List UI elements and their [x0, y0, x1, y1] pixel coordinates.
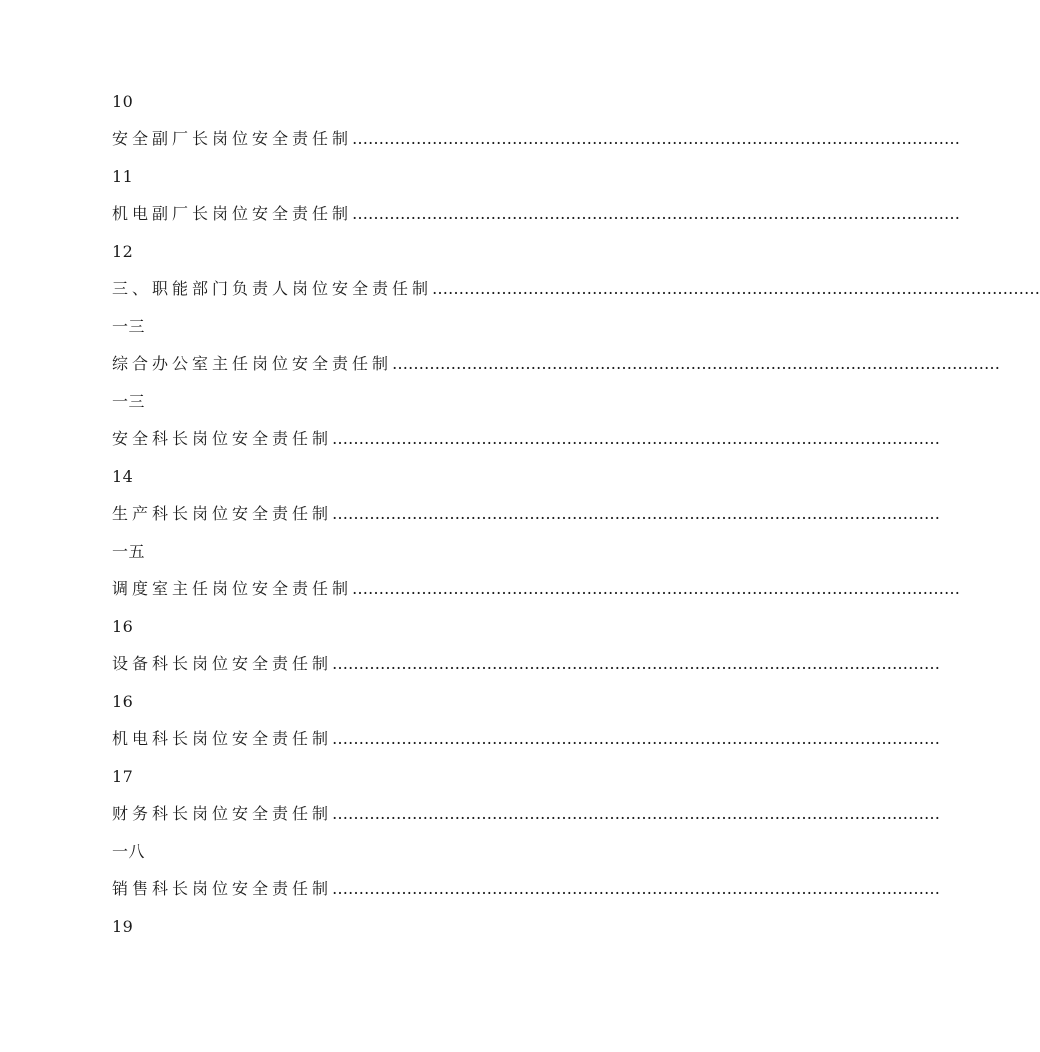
toc-dot-leader: ……………………………………………………………………………………………………	[352, 129, 961, 148]
toc-entry-title: 财务科长岗位安全责任制	[112, 804, 333, 823]
toc-entry	[112, 200, 961, 275]
toc-entry-title: 生产科长岗位安全责任制	[112, 504, 333, 523]
toc-dot-leader: ……………………………………………………………………………………………………	[352, 579, 961, 598]
toc-page-number: 17	[112, 767, 134, 786]
toc-dot-leader: ……………………………………………………………………………………………………	[332, 729, 941, 748]
toc-entry-title: 三、职能部门负责人岗位安全责任制	[112, 279, 433, 298]
toc-entry	[112, 800, 941, 875]
toc-entry	[112, 275, 1040, 350]
toc-entry	[112, 575, 961, 650]
toc-entry-title: 调度室主任岗位安全责任制	[112, 579, 353, 598]
toc-entry	[112, 500, 941, 575]
toc-dot-leader: ……………………………………………………………………………………………………	[332, 804, 941, 823]
toc-dot-leader: ……………………………………………………………………………………………………	[352, 204, 961, 223]
toc-page-number: 10	[112, 92, 134, 111]
toc-entry-title: 安全科长岗位安全责任制	[112, 429, 333, 448]
toc-entry-title: 安全副厂长岗位安全责任制	[112, 129, 353, 148]
toc-entry-title: 机电副厂长岗位安全责任制	[112, 204, 353, 223]
table-of-contents	[112, 88, 1040, 950]
toc-entry	[112, 875, 941, 950]
toc-page-number: 12	[112, 242, 134, 261]
toc-dot-leader: ……………………………………………………………………………………………………	[432, 279, 1040, 298]
toc-entry	[112, 425, 941, 500]
toc-entry	[112, 650, 941, 725]
toc-page-number: 16	[112, 692, 134, 711]
toc-dot-leader: ……………………………………………………………………………………………………	[332, 504, 941, 523]
toc-entry-title: 销售科长岗位安全责任制	[112, 879, 333, 898]
toc-dot-leader: ……………………………………………………………………………………………………	[332, 879, 941, 898]
toc-entry	[112, 725, 941, 800]
toc-entry-title: 设备科长岗位安全责任制	[112, 654, 333, 673]
toc-page-number: 一三	[112, 392, 146, 411]
toc-dot-leader: ……………………………………………………………………………………………………	[332, 654, 941, 673]
toc-entry	[112, 350, 1001, 425]
toc-entry	[112, 125, 961, 200]
toc-page-number: 一五	[112, 542, 146, 561]
toc-page-number: 19	[112, 917, 134, 936]
toc-dot-leader: ……………………………………………………………………………………………………	[332, 429, 941, 448]
toc-page-number: 一八	[112, 842, 146, 861]
toc-dot-leader: ……………………………………………………………………………………………………	[392, 354, 1001, 373]
toc-page-number: 一三	[112, 317, 146, 336]
toc-page-number: 11	[112, 167, 134, 186]
toc-entry-title: 综合办公室主任岗位安全责任制	[112, 354, 393, 373]
toc-entry-title: 机电科长岗位安全责任制	[112, 729, 333, 748]
toc-page-number: 14	[112, 467, 134, 486]
toc-page-number: 16	[112, 617, 134, 636]
